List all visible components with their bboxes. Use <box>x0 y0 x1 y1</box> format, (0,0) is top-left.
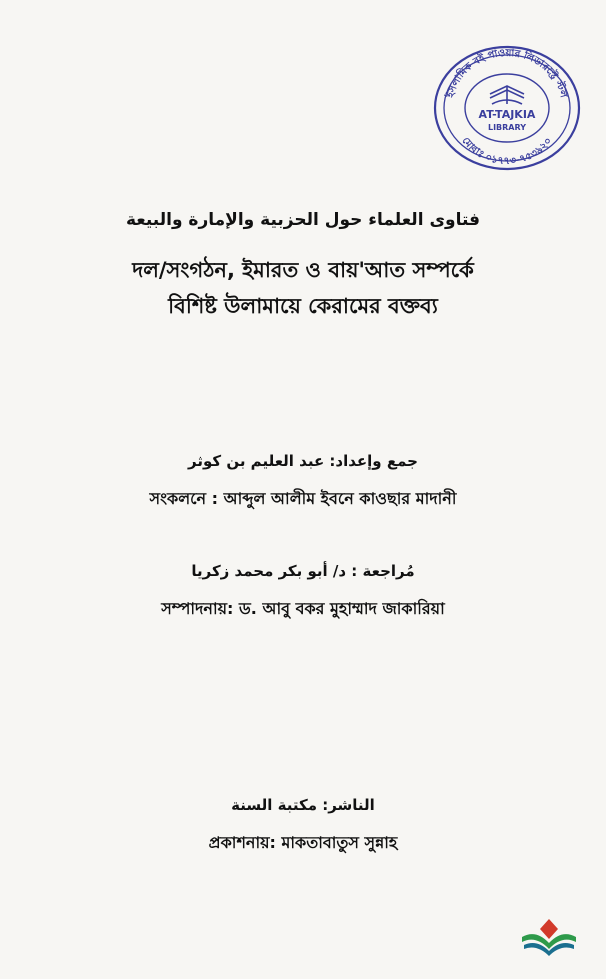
stamp-name-line2: LIBRARY <box>487 123 527 132</box>
editor-arabic: مُراجعة : د/ أبو بكر محمد زكريا <box>191 562 415 580</box>
stamp-bottom-text: মোবাঃ ০১৭৭৩-৭৫৩৯২০ <box>459 135 555 168</box>
stamp-name-line1: AT-TAJKIA <box>478 108 536 121</box>
open-book-icon <box>490 86 524 104</box>
publisher-arabic: الناشر: مكتبة السنة <box>231 796 375 814</box>
compiler-arabic: جمع وإعداد: عبد العليم بن كوثر <box>188 452 418 470</box>
title-arabic: فتاوى العلماء حول الحزبية والإمارة والبيعة <box>125 210 481 230</box>
publisher-bangla: প্রকাশনায়: মাকতাবাতুস সুন্নাহ <box>208 833 398 852</box>
stamp-top-text: ইসলামিক বই পাওয়ার লিডারস্ট্রে স্টল <box>445 47 569 99</box>
editor-bangla: সম্পাদনায়: ড. আবু বকর মুহাম্মাদ জাকারিয়া <box>161 599 445 618</box>
title-bangla-line2: বিশিষ্ট উলামায়ে কেরামের বক্তব্য <box>168 294 438 318</box>
compiler-bangla: সংকলনে : আব্দুল আলীম ইবনে কাওছার মাদানী <box>149 489 457 508</box>
publisher-logo-icon <box>518 915 580 957</box>
title-bangla-line1: দল/সংগঠন, ইমারত ও বায়'আত সম্পর্কে <box>132 258 474 282</box>
library-stamp <box>432 44 582 172</box>
